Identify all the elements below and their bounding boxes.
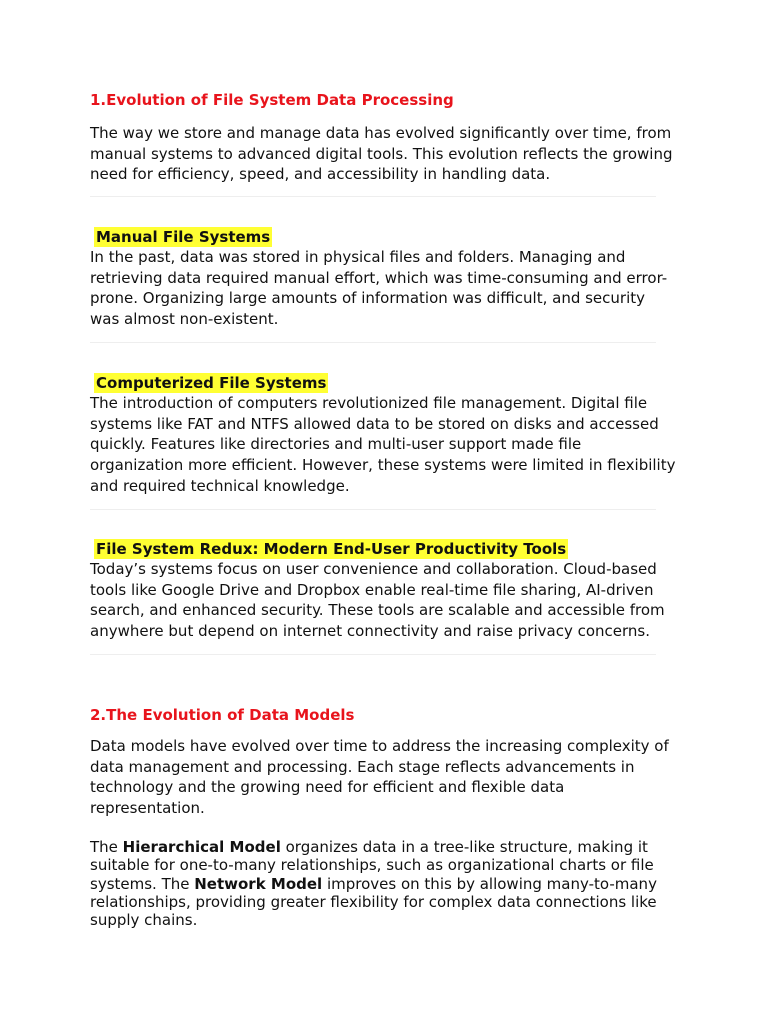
hierarchical-model-term: Hierarchical Model [122,838,281,856]
file-system-redux-body: Today’s systems focus on user convenience and collaboration. Cloud-based tools like Google Drive and Dropbox enable real-time file sharing, AI-driven search, and enhanced security. These tools are scalable and accessible from anywhere but depend on internet connectivity and raise privacy concerns. [90,560,665,641]
computerized-file-systems-body: The introduction of computers revolutionized file management. Digital file systems like FAT and NTFS allowed data to be stored on disks and accessed quickly. Features like directories and multi-user support made file organization more efficient. However, these systems were limited in flexibility and required technical knowledge. [90,394,676,495]
section-1-intro: The way we store and manage data has evolved significantly over time, from manual systems to advanced digital tools. This evolution reflects the growing need for efficiency, speed, and accessibility in handling data. [90,124,673,184]
divider [90,509,656,510]
section-2-title: 2.The Evolution of Data Models [90,706,355,724]
manual-file-systems-heading: Manual File Systems [96,228,271,246]
divider [90,654,656,655]
models-lead-text: The [90,838,123,856]
network-model-term: Network Model [194,874,323,893]
manual-file-systems-body: In the past, data was stored in physical files and folders. Managing and retrieving data required manual effort, which was time-consuming and error-prone. Organizing large amounts of information was difficult, and security was almost non-existent. [90,248,668,329]
section-2-intro: Data models have evolved over time to address the increasing complexity of data management and processing. Each stage reflects advancements in technology and the growing need for efficient and flexible data representation. [90,737,669,818]
models-tail-text: improves on this by allowing many-to-many relationships, providing greater flexibility for complex data connections like supply chains. [90,874,657,930]
models-mid-text: organizes data in a tree-like structure, making it suitable for one-to-many relationships, such as organizational charts or file systems. The [90,838,654,893]
divider [90,342,656,343]
file-system-redux-heading: File System Redux: Modern End-User Productivity Tools [96,540,567,558]
divider [90,196,656,197]
section-1-title: 1.Evolution of File System Data Processing [90,91,454,109]
data-models-paragraph [90,838,676,929]
computerized-file-systems-heading: Computerized File Systems [96,374,327,392]
